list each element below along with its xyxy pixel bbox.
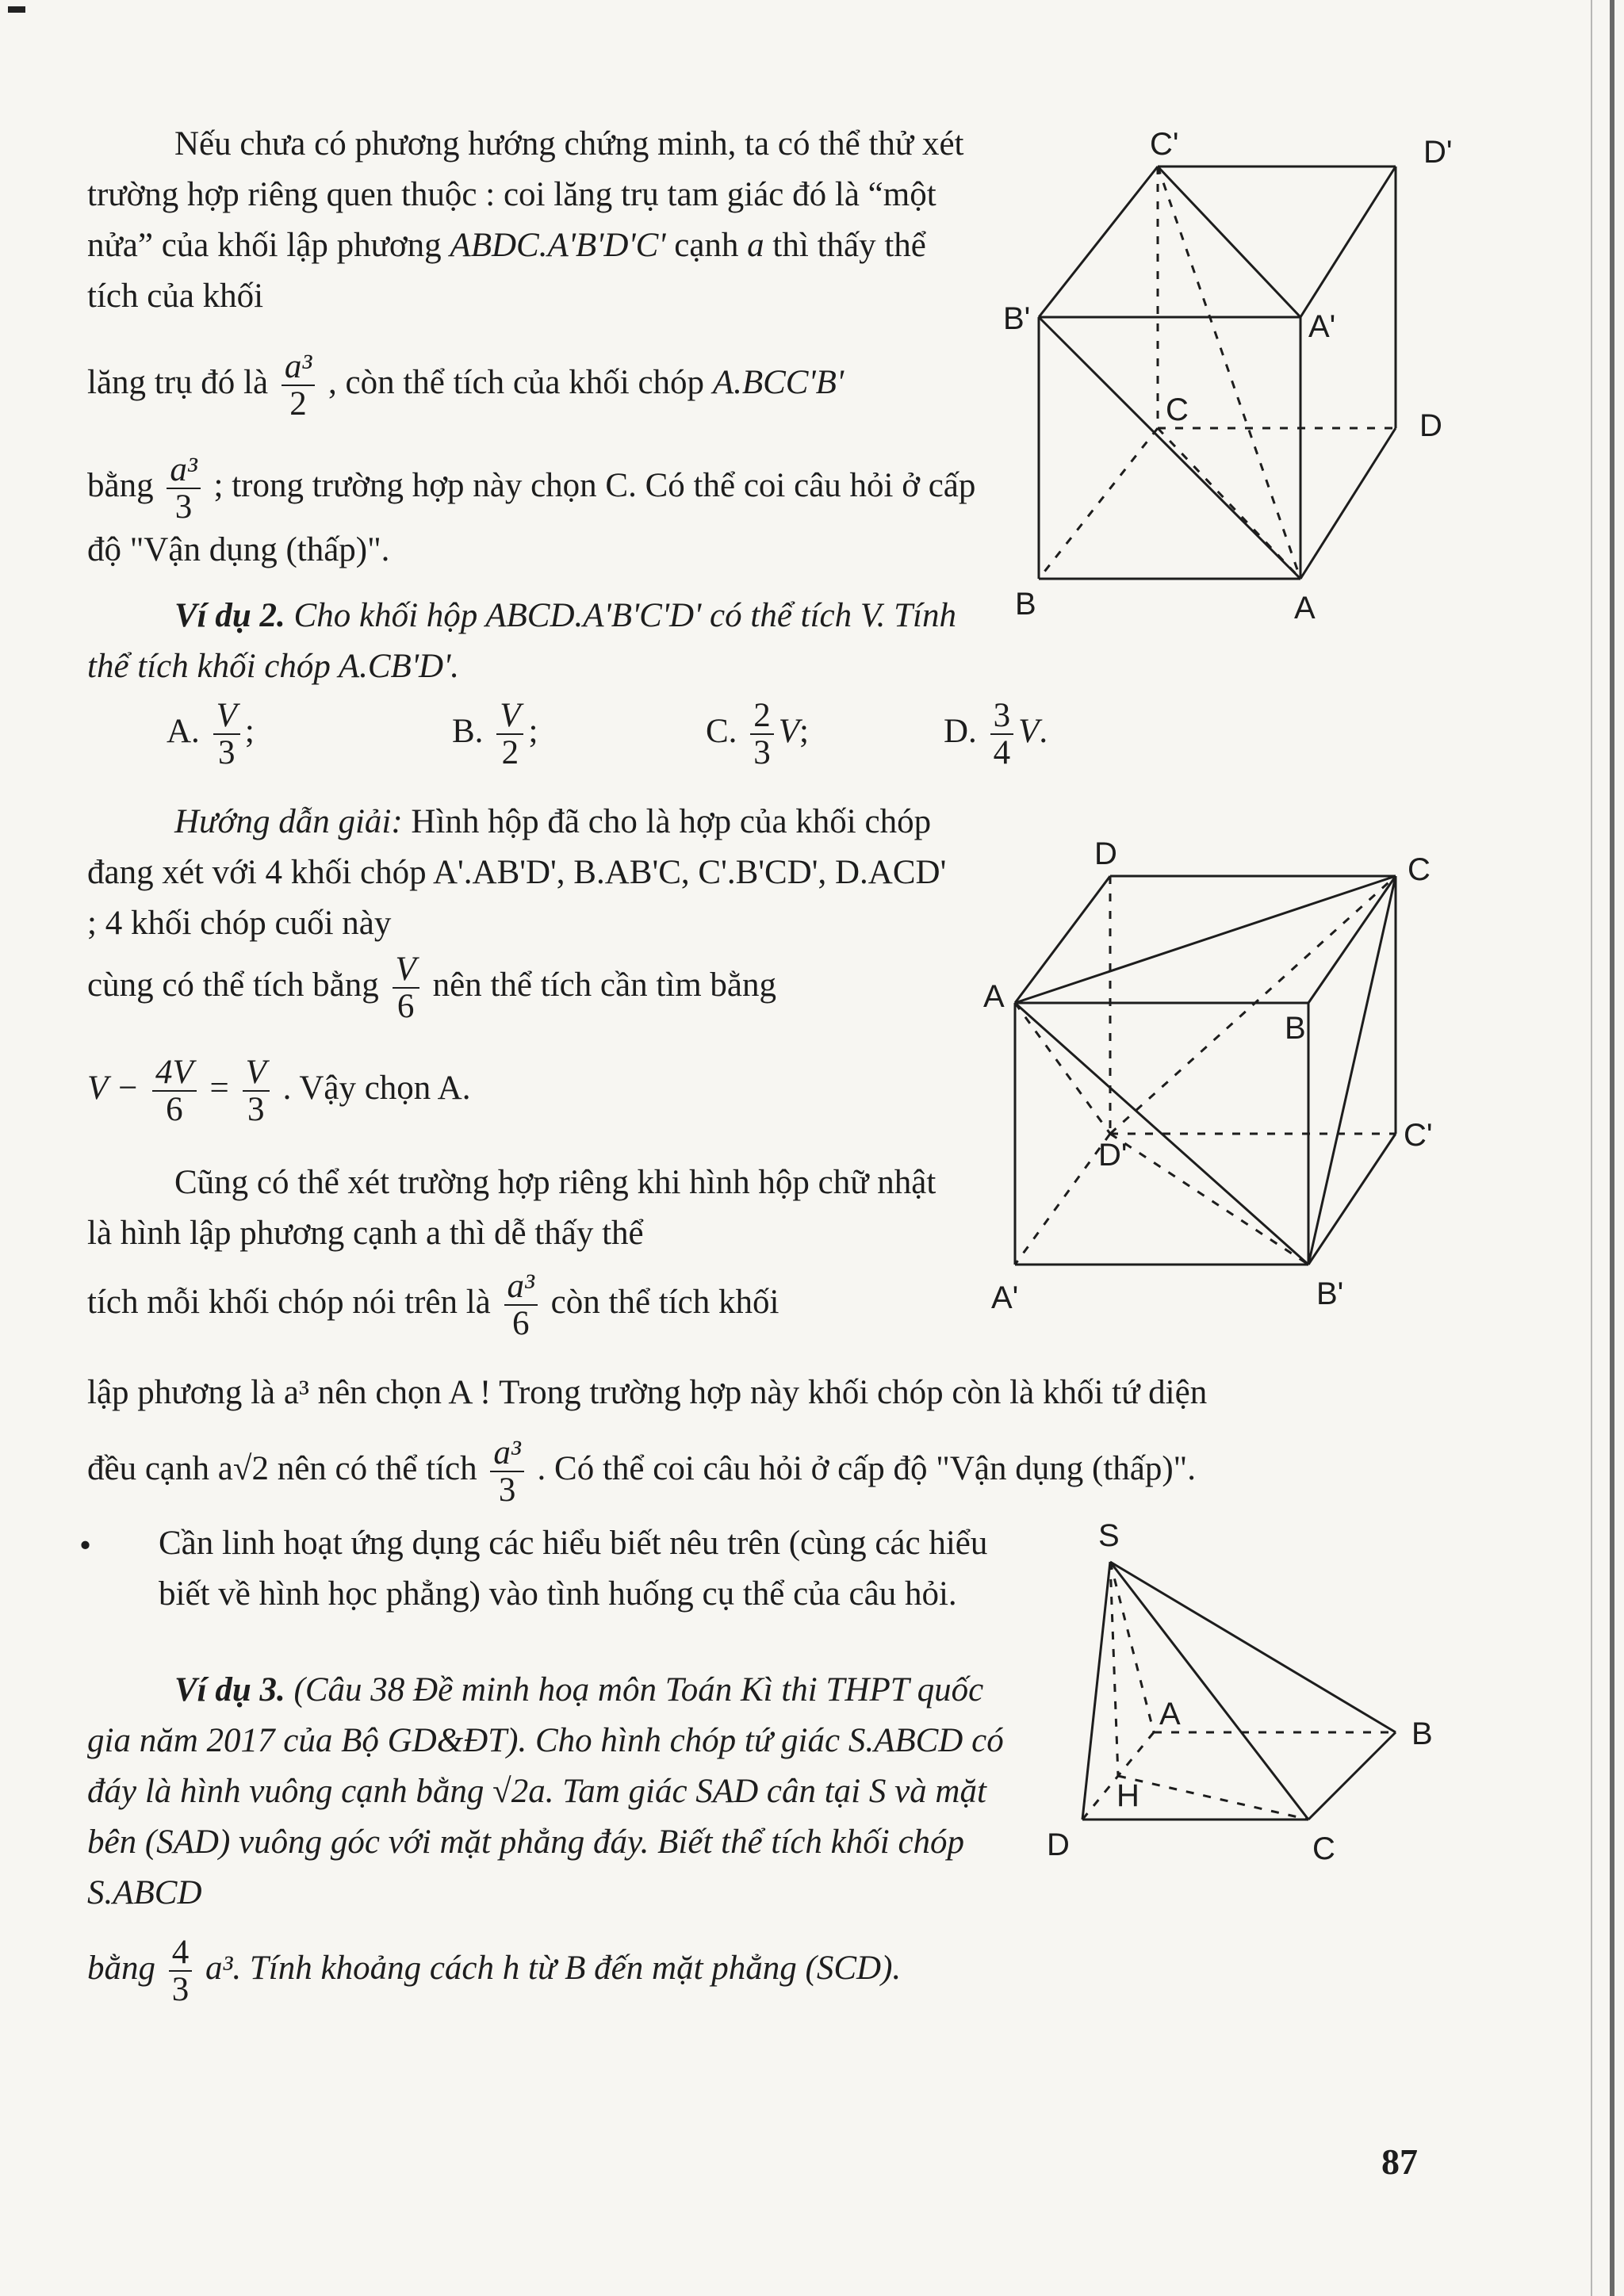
fig1-label-a1: A'	[1308, 309, 1336, 344]
p1-text-b: cạnh	[674, 227, 739, 264]
option-d: D. $\frac{3}{4}$ V.	[944, 697, 1048, 772]
fig2-label-b: B	[1285, 1011, 1306, 1046]
p2-fraction: $\frac{\text{a³}}{2}$	[282, 349, 315, 422]
scan-corner-mark	[8, 6, 25, 13]
fig3-label-h: H	[1116, 1778, 1139, 1813]
p5-fraction: $\frac{\text{a³}}{6}$	[504, 1269, 538, 1341]
fig2-label-d1: D'	[1098, 1138, 1128, 1173]
fig3-label-a: A	[1159, 1697, 1181, 1732]
option-a-fraction: $\frac{V}{3}$	[213, 698, 240, 771]
fig3-label-s: S	[1098, 1522, 1120, 1553]
solution	[87, 797, 959, 949]
p1-text-c: thì thấy thể tích của khối	[87, 227, 926, 315]
p3-text-b: ; trong trường hợp này chọn C. Có thể coi câu hỏi ở cấp độ "Vận dụng (thấp)".	[87, 467, 976, 569]
paragraph-6: lập phương là a³ nên chọn A ! Trong trường hợp này khối chóp còn là khối tứ diện	[87, 1374, 1208, 1411]
example-3-label: Ví dụ 3.	[174, 1671, 285, 1709]
example-3	[87, 1665, 1023, 1919]
p1-var: a	[747, 227, 764, 264]
fig2-label-c1: C'	[1404, 1118, 1433, 1153]
fig2-label-a: A	[983, 979, 1005, 1014]
option-b-fraction: $\frac{V}{2}$	[496, 698, 523, 771]
paragraph-2	[87, 349, 983, 422]
fig1-label-b1: B'	[1003, 301, 1031, 336]
figure-pyramid-sabcd	[1039, 1522, 1467, 1903]
fig1-label-d: D	[1419, 408, 1442, 443]
paragraph-1	[87, 119, 983, 322]
option-b: B. $\frac{V}{2}$ ;	[452, 697, 538, 772]
figure-pyramid-sabcd-svg	[1039, 1522, 1467, 1903]
figure-cube-prism-svg	[999, 119, 1491, 642]
example-3-end: bằng $\frac{4}{3}$ a³. Tính khoảng cách h từ B đến mặt phẳng (SCD).	[87, 1934, 902, 2009]
bullet-text: Cần linh hoạt ứng dụng các hiểu biết nêu trên (cùng các hiểu biết về hình học phẳng) vào tình huống cụ thể của câu hỏi.	[159, 1525, 988, 1613]
solution-fraction-v3: $\frac{V}{3}$	[243, 1054, 270, 1127]
p1-prism-name: ABDC.A'B'D'C'	[450, 227, 666, 264]
answer-options	[167, 698, 1078, 793]
solution-text: Hình hộp đã cho là hợp của khối chóp đang xét với 4 khối chóp A'.AB'D', B.AB'C, C'.B'CD', D.ACD' ; 4 khối chóp cuối này	[87, 803, 947, 942]
paragraph-5: tích mỗi khối chóp nói trên là $\frac{\text{a³}}{6}$ còn thể tích khối	[87, 1268, 779, 1343]
p2-text-b: , còn thể tích của khối chóp	[328, 364, 705, 402]
p1-text: Nếu chưa có phương hướng chứng minh, ta có thể thử xét trường hợp riêng quen thuộc : coi lăng trụ tam giác đó là “một nửa” của khối lập phương	[87, 125, 964, 264]
p3-fraction: $\frac{\text{a³}}{3}$	[167, 452, 200, 525]
example-3-text: (Câu 38 Đề minh hoạ môn Toán Kì thi THPT quốc gia năm 2017 của Bộ GD&ĐT). Cho hình chóp tứ giác S.ABCD có đáy là hình vuông cạnh bằng √2a. Tam giác SAD cân tại S và mặt bên (SAD) vuông góc với mặt phẳng đáy. Biết thể tích khối chóp S.ABCD	[87, 1671, 1004, 1911]
fig2-label-c: C	[1408, 852, 1431, 887]
fig1-label-a: A	[1294, 591, 1316, 626]
paragraph-4: Cũng có thể xét trường hợp riêng khi hình hộp chữ nhật là hình lập phương cạnh a thì dễ thấy thể	[87, 1164, 936, 1252]
fig3-label-b: B	[1411, 1716, 1433, 1751]
p2-pyramid-name: A.BCC'B'	[712, 364, 845, 402]
fig3-label-d: D	[1047, 1827, 1070, 1862]
option-a: A. $\frac{V}{3}$ ;	[167, 697, 255, 772]
example-3-fraction: $\frac{4}{3}$	[169, 1934, 193, 2007]
solution-line-2: cùng có thể tích bằng $\frac{V}{6}$ nên thể tích cần tìm bằng	[87, 951, 777, 1026]
figure-cube-prism	[999, 119, 1491, 642]
solution-line-3: V − $\frac{4V}{6}$ = $\frac{V}{3}$ . Vậy chọn A.	[87, 1054, 471, 1129]
example-2-label: Ví dụ 2.	[174, 597, 285, 634]
page-number: 87	[1381, 2141, 1418, 2182]
fig1-label-d1: D'	[1423, 135, 1453, 170]
figure-box-pyramid	[983, 840, 1483, 1316]
fig3-label-c: C	[1312, 1831, 1335, 1866]
p2-text-a: lăng trụ đó là	[87, 364, 269, 402]
fig1-label-b: B	[1015, 587, 1036, 622]
scan-page-edge-line	[1591, 0, 1592, 2296]
fig1-label-c: C	[1166, 392, 1189, 427]
bullet-marker: •	[79, 1527, 92, 1564]
fig1-label-c1: C'	[1150, 127, 1179, 162]
p3-text-a: bằng	[87, 467, 154, 505]
fig2-label-d: D	[1094, 840, 1117, 871]
paragraph-3	[87, 452, 983, 576]
option-c-fraction: $\frac{2}{3}$	[750, 698, 774, 771]
scan-page-edge	[1610, 0, 1614, 2296]
fig2-label-b1: B'	[1316, 1276, 1344, 1311]
figure-box-pyramid-svg	[983, 840, 1483, 1316]
option-c: C. $\frac{2}{3}$ V;	[706, 697, 809, 772]
example-2-text: Cho khối hộp ABCD.A'B'C'D' có thể tích V. Tính thể tích khối chóp A.CB'D'.	[87, 597, 956, 685]
solution-fraction-v6: $\frac{V}{6}$	[393, 951, 419, 1024]
paragraph-7: đều cạnh a√2 nên có thể tích $\frac{\text{a³}}{3}$ . Có thể coi câu hỏi ở cấp độ "Vận dụng (thấp)".	[87, 1434, 1196, 1510]
solution-label: Hướng dẫn giải:	[174, 803, 403, 840]
p7-fraction: $\frac{\text{a³}}{3}$	[490, 1435, 523, 1508]
option-d-fraction: $\frac{3}{4}$	[990, 698, 1014, 771]
fig2-label-a1: A'	[991, 1280, 1019, 1315]
solution-fraction-4v6: $\frac{4V}{6}$	[152, 1054, 197, 1127]
example-2	[87, 591, 983, 692]
